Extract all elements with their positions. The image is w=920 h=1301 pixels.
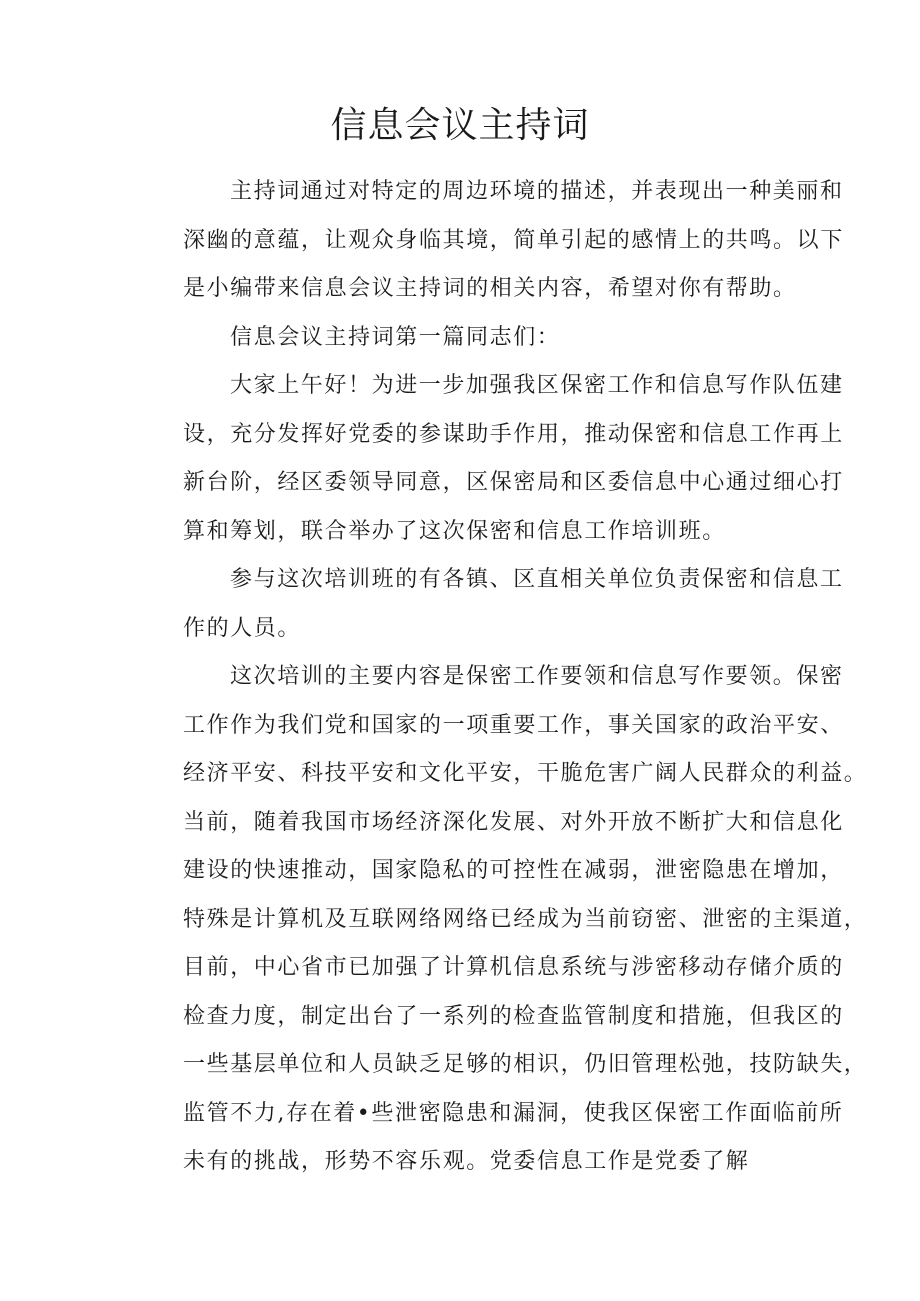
text-line: 工作作为我们党和国家的一项重要工作，事关国家的政治平安、 xyxy=(183,712,844,738)
paragraph-intro xyxy=(136,168,844,314)
text-line: 特殊是计算机及互联网络网络已经成为当前窃密、泄密的主渠道， xyxy=(183,906,868,932)
paragraph-heading xyxy=(136,314,796,363)
text-line: 算和筹划，联合举办了这次保密和信息工作培训班。 xyxy=(183,518,726,544)
text-line: 经济平安、科技平安和文化平安，干脆危害广阔人民群众的利益。 xyxy=(183,761,868,786)
text-line: 这次培训的主要内容是保密工作要领和信息写作要领。保密 xyxy=(230,664,844,689)
text-line: 是小编带来信息会议主持词的相关内容，希望对你有帮助。 xyxy=(183,276,797,301)
text-line: 目前，中心省市已加强了计算机信息系统与涉密移动存储介质的 xyxy=(183,955,844,980)
text-line: 建设的快速推动，国家隐私的可控性在减弱，泄密隐患在增加， xyxy=(183,858,844,883)
text-line: 未有的挑战，形势不容乐观。党委信息工作是党委了解 xyxy=(183,1149,750,1174)
text-line: 参与这次培训班的有各镇、区直相关单位负责保密和信息工 xyxy=(230,567,844,592)
text-line: 新台阶，经区委领导同意，区保密局和区委信息中心通过细心打 xyxy=(183,470,844,495)
text-line: 设，充分发挥好党委的参谋助手作用，推动保密和信息工作再上 xyxy=(183,421,844,447)
paragraph-participants xyxy=(136,556,844,653)
text-line: 监管不力,存在着•些泄密隐患和漏洞，使我区保密工作面临前所 xyxy=(183,1100,844,1126)
text-line: 作的人员。 xyxy=(183,615,302,641)
text-line: 检查力度，制定出台了一系列的检查监管制度和措施，但我区的 xyxy=(183,1003,844,1029)
text-line: 当前，随着我国市场经济深化发展、对外开放不断扩大和信息化 xyxy=(183,809,844,835)
text-line: 一些基层单位和人员缺乏足够的相识，仍旧管理松弛，技防缺失， xyxy=(183,1052,868,1077)
document-title: 信息会议主持词 xyxy=(330,105,590,146)
text-line: 大家上午好！为进一步加强我区保密工作和信息写作队伍建 xyxy=(230,373,844,398)
document-body xyxy=(136,168,868,1187)
paragraph-content xyxy=(136,653,868,1187)
paragraph-greeting xyxy=(136,362,844,556)
text-line: 信息会议主持词第一篇同志们： xyxy=(230,324,561,350)
text-line: 主持词通过对特定的周边环境的描述，并表现出一种美丽和 xyxy=(230,179,844,204)
text-line: 深幽的意蕴，让观众身临其境，简单引起的感情上的共鸣。以下 xyxy=(183,227,844,253)
